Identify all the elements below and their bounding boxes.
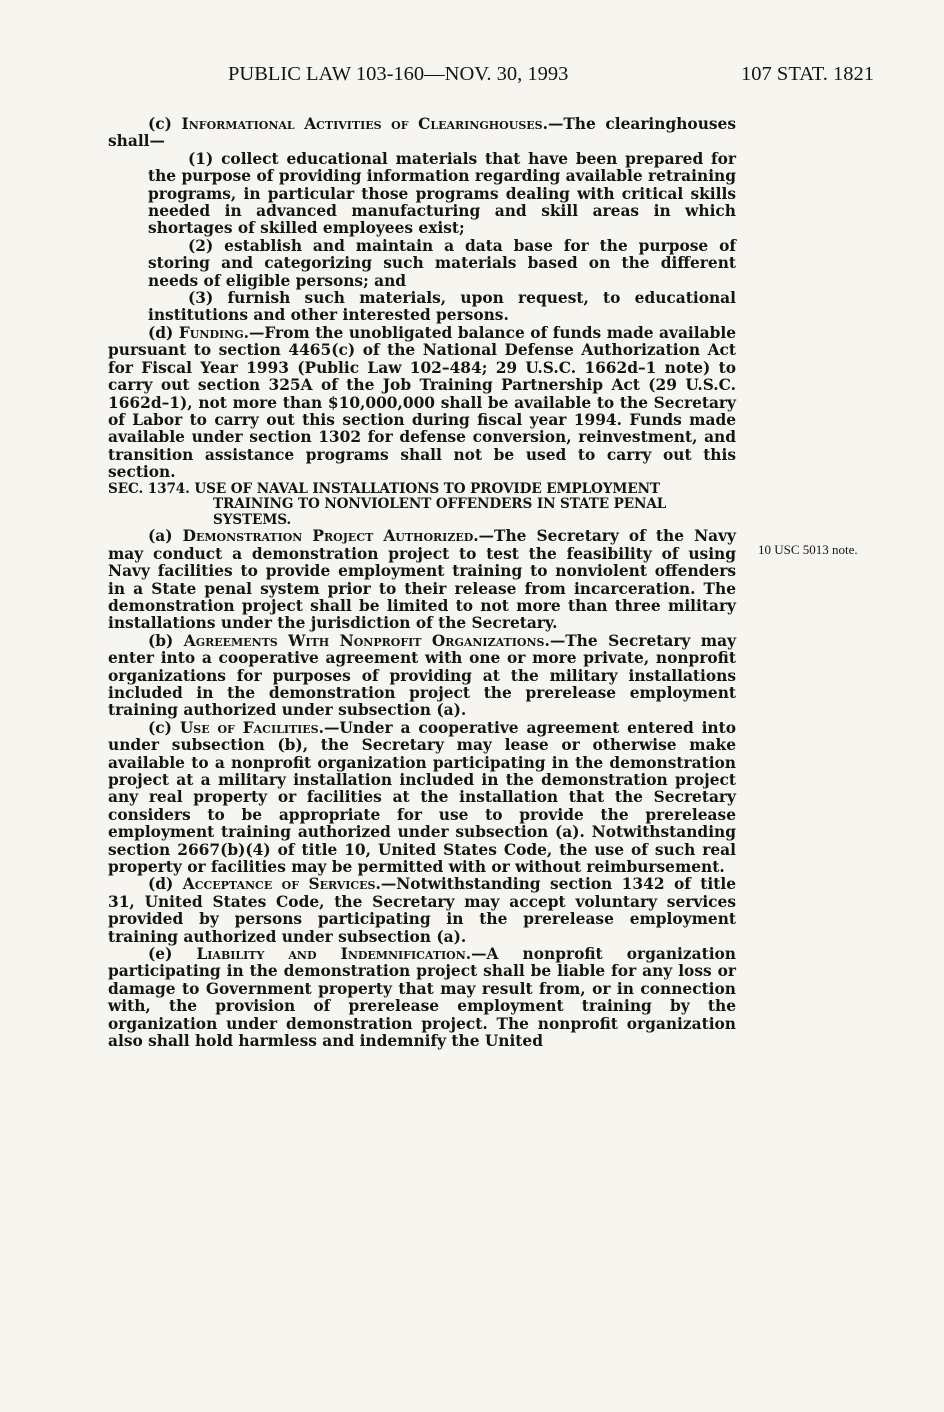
subsection-label: (e) [148,945,173,964]
subsection-heading: Acceptance of Services. [182,875,381,894]
subsection-e [108,946,736,1050]
subsection-intro: —The clearinghouses shall— [108,115,737,151]
list-item: (1) collect educational materials that have been prepared for the purpose of providing information regarding available retraining programs, in particular those programs dealing with critical skills needed in advanced manufacturing and skill areas in which shortages of skilled employees exist; [148,149,736,238]
subsection-text: —Notwithstanding section 1342 of title 31, United States Code, the Secretary may accept voluntary services provided by persons participating in the prerelease employment training authorized under subsection (a). [108,875,736,946]
subsection-d [108,876,736,946]
subsection-text: —Under a cooperative agreement entered into under subsection (b), the Secretary may lease or otherwise make available to a nonprofit organization participating in the demonstration project at a military installation included in the demonstration project any real property or facilities at the installation that the Secretary considers to be appropriate for use to provide the prerelease employment training authorized under subsection (a). Notwithstanding section 2667(b)(4) of title 10, United States Code, the use of such real property or facilities may be permitted with or without reimbursement. [108,718,736,877]
subsection-text: —The Secretary of the Navy may conduct a demonstration project to test the feasibility of using Navy facilities to provide employment training to nonviolent offenders in a State penal system prior to their release from incarceration. The demonstration project shall be limited to not more than three military installations under the jurisdiction of the Secretary. [108,527,736,633]
list-item: (2) establish and maintain a data base for the purpose of storing and categorizing such materials based on the different needs of eligible persons; and [148,236,736,290]
subsection-text: —A nonprofit organization participating in the demonstration project shall be liable for any loss or damage to Government property that may result from, or in connection with, the provision of prerelease employment training by the organization under demonstration project. The nonprofit organization also shall hold harmless and indemnify the United [108,945,736,1051]
subsection-label: (c) [148,718,172,737]
subsection-c [108,720,736,877]
subsection-heading: Use of Facilities. [179,718,324,737]
subsection-a [108,528,736,632]
list-item: (3) furnish such materials, upon request, to educational institutions and other interested persons. [148,289,736,325]
subsection-label: (d) [148,323,174,342]
subsection-c-clearinghouses [108,116,736,151]
subsection-text: —The Secretary may enter into a cooperative agreement with one or more private, nonprofit organizations for purposes of providing at the military installations included in the demonstration project the prerelease employment training authorized under subsection (a). [108,631,737,720]
subsection-text: —From the unobligated balance of funds made available pursuant to section 4465(c) of the National Defense Authorization Act for Fiscal Year 1993 (Public Law 102–484; 29 U.S.C. 1662d–1 note) to carry out section 325A of the Job Training Partnership Act (29 U.S.C. 1662d–1), not more than $10,000,000 shall be available to the Secretary of Labor to carry out this section during fiscal year 1994. Funds made available under section 1302 for defense conversion, reinvestment, and transition assistance programs shall not be used to carry out this section. [108,323,736,482]
subsection-heading: Demonstration Project Authorized. [182,527,479,546]
subsection-b [108,633,736,720]
statute-body [108,116,736,1051]
header-page-ref: 107 STAT. 1821 [741,63,874,85]
running-header [228,62,874,86]
section-heading: SEC. 1374. USE OF NAVAL INSTALLATIONS TO PROVIDE EMPLOYMENT TRAINING TO NONVIOLENT OFFENDERS IN STATE PENAL SYSTEMS. [108,480,667,528]
subsection-label: (b) [148,631,174,650]
subsection-label: (d) [148,875,174,894]
subsection-heading: Informational Activities of Clearinghouses. [181,115,548,133]
margin-note: 10 USC 5013 note. [758,542,858,557]
subsection-label: (a) [148,527,173,546]
subsection-heading: Liability and Indemnification. [196,945,472,964]
subsection-heading: Agreements With Nonprofit Organizations. [183,631,550,650]
header-title: PUBLIC LAW 103-160—NOV. 30, 1993 [228,63,569,85]
subsection-label: (c) [148,115,172,133]
subsection-d-funding [108,325,736,482]
subsection-heading: Funding. [178,323,249,342]
